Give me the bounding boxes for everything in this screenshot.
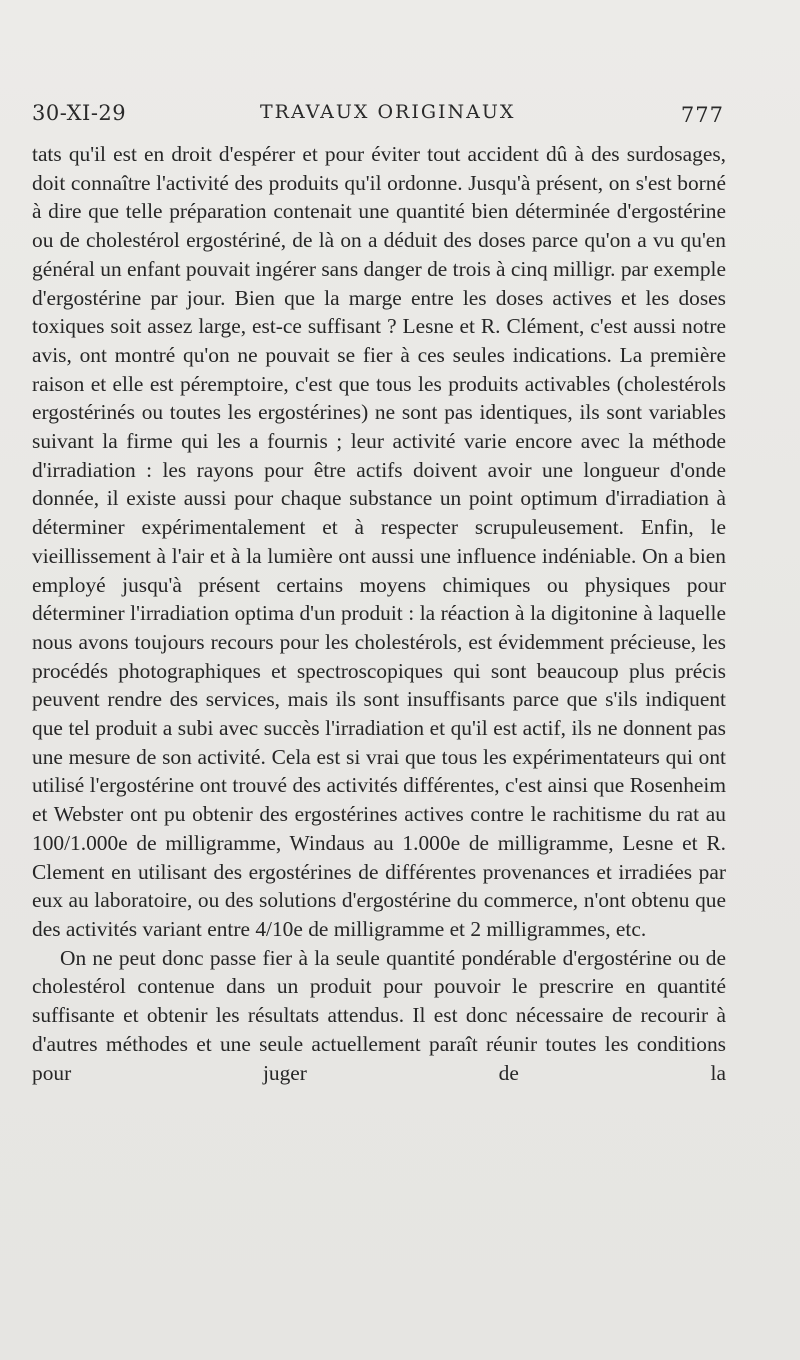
paragraph-2: On ne peut donc passe fier à la seule quantité pondérable d'ergostérine ou de cholestérol contenue dans un produit pour pouvoir le prescrire en quantité suffisante et obtenir les résultats attendus. Il est donc nécessaire de recourir à d'autres méthodes et une seule actuellement paraît réunir toutes les conditions pour juger de la [32, 945, 726, 1085]
header-date: 30-XI-29 [32, 101, 127, 125]
page-number: 777 [680, 103, 724, 127]
header-section-title: TRAVAUX ORIGINAUX [260, 101, 516, 123]
article-body [32, 140, 726, 1087]
paragraph-1: tats qu'il est en droit d'espérer et pour éviter tout accident dû à des surdosages, doit connaître l'activité des produits qu'il ordonne. Jusqu'à présent, on s'est borné à dire que telle préparation contenait une quantité bien déterminée d'ergostérine ou de cholestérol ergostériné, de là on a déduit des doses parce qu'on a vu qu'en général un enfant pouvait ingérer sans danger de trois à cinq milligr. par exemple d'ergostérine par jour. Bien que la marge entre les doses actives et les doses toxiques soit assez large, est-ce suffisant ? Lesne et R. Clément, c'est aussi notre avis, ont montré qu'on ne pouvait se fier à ces seules indications. La première raison et elle est péremptoire, c'est que tous les produits activables (cholestérols ergostérinés ou toutes les ergostérines) ne sont pas identiques, ils sont variables suivant la firme qui les a fournis ; leur activité varie encore avec la méthode d'irradiation : les rayons pour être actifs doivent avoir une longueur d'onde donnée, il existe aussi pour chaque substance un point optimum d'irradiation à déterminer expérimentalement et à respecter scrupuleusement. Enfin, le vieillissement à l'air et à la lumière ont aussi une influence indéniable. On a bien employé jusqu'à présent certains moyens chimiques ou physiques pour déterminer l'irradiation optima d'un produit : la réaction à la digitonine à laquelle nous avons toujours recours pour les cholestérols, est évidemment précieuse, les procédés photographiques et spectroscopiques qui sont beaucoup plus précis peuvent rendre des services, mais ils sont insuffisants parce que s'ils indiquent que tel produit a subi avec succès l'irradiation et qu'il est actif, ils ne donnent pas une mesure de son activité. Cela est si vrai que tous les expérimentateurs qui ont utilisé l'ergostérine ont trouvé des activités différentes, c'est ainsi que Rosenheim et Webster ont pu obtenir des ergostérines actives contre le rachitisme du rat au 100/1.000e de milligramme, Windaus au 1.000e de milligramme, Lesne et R. Clement en utilisant des ergostérines de différentes provenances et irradiées par eux au laboratoire, ou des solutions d'ergostérine du commerce, n'ont obtenu que des activités variant entre 4/10e de milligramme et 2 milligrammes, etc. [32, 142, 726, 941]
running-header [32, 101, 724, 131]
